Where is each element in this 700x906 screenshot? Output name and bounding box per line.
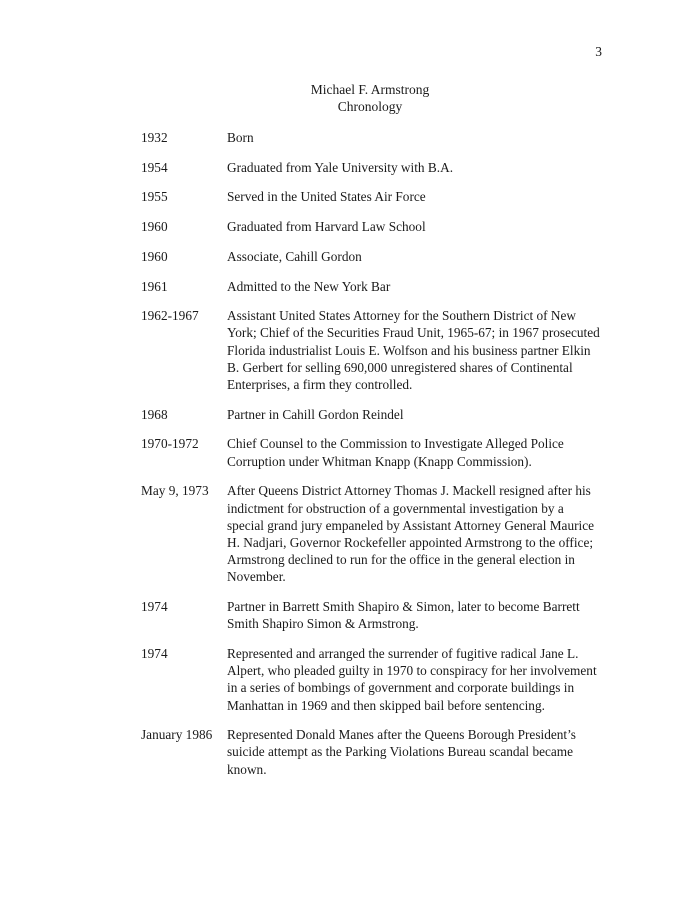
chronology-entry-description: Served in the United States Air Force [227,189,426,205]
chronology-entry-description: Associate, Cahill Gordon [227,248,362,264]
chronology-entry-date: 1974 [141,599,168,615]
chronology-entry-description: Partner in Cahill Gordon Reindel [227,406,404,422]
chronology-entry [141,129,601,146]
chronology-entry-date: January 1986 [141,727,213,743]
chronology-entry-date: 1974 [141,645,168,661]
chronology-entry [141,159,601,176]
chronology-entry-date: 1970-1972 [141,436,199,452]
chronology-entry-date: 1954 [141,159,168,175]
chronology-entry [141,307,601,393]
chronology-entry [141,218,601,235]
chronology-entry-date: 1955 [141,189,168,205]
chronology-entry-description: Admitted to the New York Bar [227,278,391,294]
chronology-entry-date: 1960 [141,248,168,264]
chronology-entry-date: 1968 [141,406,168,422]
document-title-name: Michael F. Armstrong [310,82,430,97]
chronology-entry-description: Represented Donald Manes after the Queens Borough President’s suicide attempt as the Parking Violations Bureau scandal became known. [227,727,576,777]
chronology-entry-date: 1932 [141,130,168,145]
chronology-entry-description: Graduated from Harvard Law School [227,219,426,235]
chronology-entry [141,188,601,205]
chronology-entry [141,598,601,632]
chronology-entry [141,435,601,469]
chronology-entry-description: Graduated from Yale University with B.A. [227,159,454,175]
chronology-entry [141,645,601,714]
chronology-entry [141,406,601,423]
page-number: 3 [595,44,602,59]
chronology-entry-date: 1961 [141,278,168,294]
chronology-entry-date: May 9, 1973 [141,483,209,499]
chronology-entry-date: 1960 [141,219,168,235]
chronology-entry [141,726,601,778]
chronology-entry-description: Partner in Barrett Smith Shapiro & Simon, later to become Barrett Smith Shapiro Simon & Armstrong. [227,599,580,632]
chronology-entry-description: Assistant United States Attorney for the Southern District of New York; Chief of the Securities Fraud Unit, 1965-67; in 1967 prosecuted Florida industrialist Louis E. Wolfson and his business partner Elkin B. Gerbert for selling 690,000 unregistered shares of Continental Enterprises, a firm they controlled. [227,308,600,393]
chronology-entry-date: 1962-1967 [141,308,199,324]
document-title-block [0,82,700,115]
chronology-entry-description: Represented and arranged the surrender of fugitive radical Jane L. Alpert, who pleaded guilty in 1970 to conspiracy for her involvement in a series of bombings of government and corporate buildings in Manhattan in 1969 and then skipped bail before sentencing. [227,645,597,713]
chronology-entry-description: Chief Counsel to the Commission to Investigate Alleged Police Corruption under Whitman Knapp (Knapp Commission). [227,436,564,469]
chronology-entry-description: After Queens District Attorney Thomas J. Mackell resigned after his indictment for obstruction of a governmental investigation by a special grand jury empaneled by Assistant Attorney General Maurice H. Nadjari, Governor Rockefeller appointed Armstrong to the office; Armstrong declined to run for the office in the general election in November. [227,483,595,585]
chronology-list [141,129,601,790]
chronology-entry-description: Born [227,130,254,145]
chronology-entry [141,278,601,295]
chronology-entry [141,482,601,585]
document-title-subtitle: Chronology [337,98,403,114]
chronology-entry [141,248,601,265]
